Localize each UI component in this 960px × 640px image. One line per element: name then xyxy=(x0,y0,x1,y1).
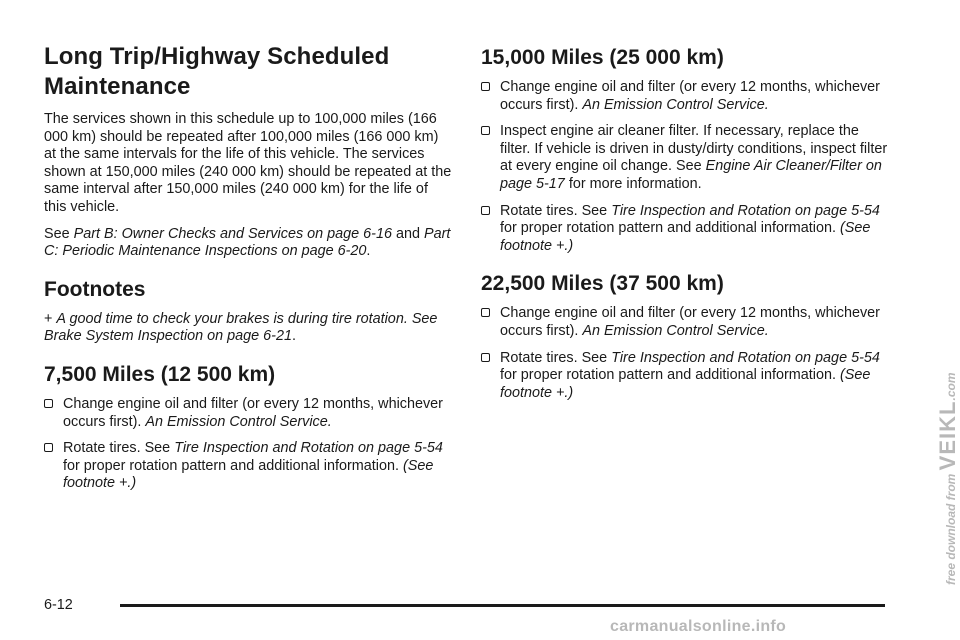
checkbox-icon xyxy=(481,353,490,362)
list-item xyxy=(481,79,891,114)
item-text-rest: for proper rotation pattern and additional information. xyxy=(500,220,836,237)
right-column xyxy=(481,42,891,412)
side-watermark-prefix: free download from xyxy=(944,473,958,585)
item-emphasis: An Emission Control Service. xyxy=(582,322,769,339)
footnote-end: . xyxy=(292,328,296,345)
item-emphasis: An Emission Control Service. xyxy=(582,96,769,113)
footnote-symbol: + xyxy=(44,310,53,327)
footnotes-heading: Footnotes xyxy=(44,277,146,301)
link-air-cleaner[interactable]: Engine Air Cleaner/Filter on page 5-17 xyxy=(500,158,882,192)
side-watermark xyxy=(935,373,960,586)
checklist-7500 xyxy=(44,396,452,493)
side-watermark-brand: VEIKL xyxy=(935,400,960,471)
list-item xyxy=(481,305,891,340)
item-text-rest: for proper rotation pattern and additional information. xyxy=(500,367,836,384)
link-owner-checks[interactable]: Part B: Owner Checks and Services on page 6-16 xyxy=(73,225,392,242)
checkbox-icon xyxy=(481,308,490,317)
checkbox-icon xyxy=(44,399,53,408)
item-text: Rotate tires. See xyxy=(500,349,608,366)
item-text: Change engine oil and filter (or every 12 months, whichever occurs first). xyxy=(500,79,880,113)
see-prefix: See xyxy=(44,225,70,242)
checkbox-icon xyxy=(44,443,53,452)
link-tire-rotation[interactable]: Tire Inspection and Rotation on page 5-54 xyxy=(611,349,880,366)
intro-paragraph: The services shown in this schedule up to 100,000 miles (166 000 km) should be repeated after 100,000 miles (166 000 km) at the same intervals for the life of this vehicle. The services shown at 150,000 miles (240 000 km) should be repeated at the same interval after 150,000 miles (240 000 km) for the life of this vehicle. xyxy=(44,111,452,215)
footer-rule xyxy=(120,604,885,607)
page-title: Long Trip/Highway Scheduled Maintenance xyxy=(44,43,390,100)
item-text-rest: for proper rotation pattern and additional information. xyxy=(63,457,399,474)
left-column xyxy=(44,42,452,503)
item-text: Change engine oil and filter (or every 12 months, whichever occurs first). xyxy=(500,305,880,339)
list-item xyxy=(481,203,891,256)
item-text: Change engine oil and filter (or every 12 months, whichever occurs first). xyxy=(63,395,443,430)
checklist-22500 xyxy=(481,305,891,402)
link-tire-rotation[interactable]: Tire Inspection and Rotation on page 5-54 xyxy=(611,202,880,219)
see-and: and xyxy=(395,225,420,242)
list-item xyxy=(44,396,452,431)
list-item xyxy=(44,440,452,493)
item-text: Rotate tires. See xyxy=(500,202,608,219)
section-heading-15000: 15,000 Miles (25 000 km) xyxy=(481,46,724,69)
footnote xyxy=(44,311,452,346)
item-text: Inspect engine air cleaner filter. If necessary, replace the filter. If vehicle is driven in dusty/dirty conditions, inspect filter at every engine oil change. See xyxy=(500,123,888,175)
see-reference-paragraph xyxy=(44,226,452,261)
list-item xyxy=(481,350,891,403)
footnote-text: A good time to check your brakes is during tire rotation. See Brake System Inspection on page 6-21 xyxy=(44,310,438,345)
item-emphasis: (See footnote +.) xyxy=(500,367,871,401)
list-item xyxy=(481,123,891,193)
item-emphasis: (See footnote +.) xyxy=(500,220,871,254)
item-emphasis: An Emission Control Service. xyxy=(145,413,332,430)
section-heading-7500: 7,500 Miles (12 500 km) xyxy=(44,362,276,386)
item-text: Rotate tires. See xyxy=(63,440,171,457)
item-text-rest: for more information. xyxy=(568,175,702,192)
link-periodic-maintenance[interactable]: Part C: Periodic Maintenance Inspections on page 6-20 xyxy=(44,225,451,260)
checkbox-icon xyxy=(481,206,490,215)
watermark-logo: carmanualsonline.info xyxy=(610,618,787,635)
page-number: 6-12 xyxy=(44,597,73,613)
checkbox-icon xyxy=(481,82,490,91)
item-emphasis: (See footnote +.) xyxy=(63,457,434,492)
section-heading-22500: 22,500 Miles (37 500 km) xyxy=(481,272,724,296)
see-suffix: . xyxy=(366,243,371,260)
checkbox-icon xyxy=(481,126,490,135)
checklist-15000 xyxy=(481,79,891,255)
link-tire-rotation[interactable]: Tire Inspection and Rotation on page 5-54 xyxy=(174,440,443,457)
side-watermark-suffix: .com xyxy=(944,372,958,401)
